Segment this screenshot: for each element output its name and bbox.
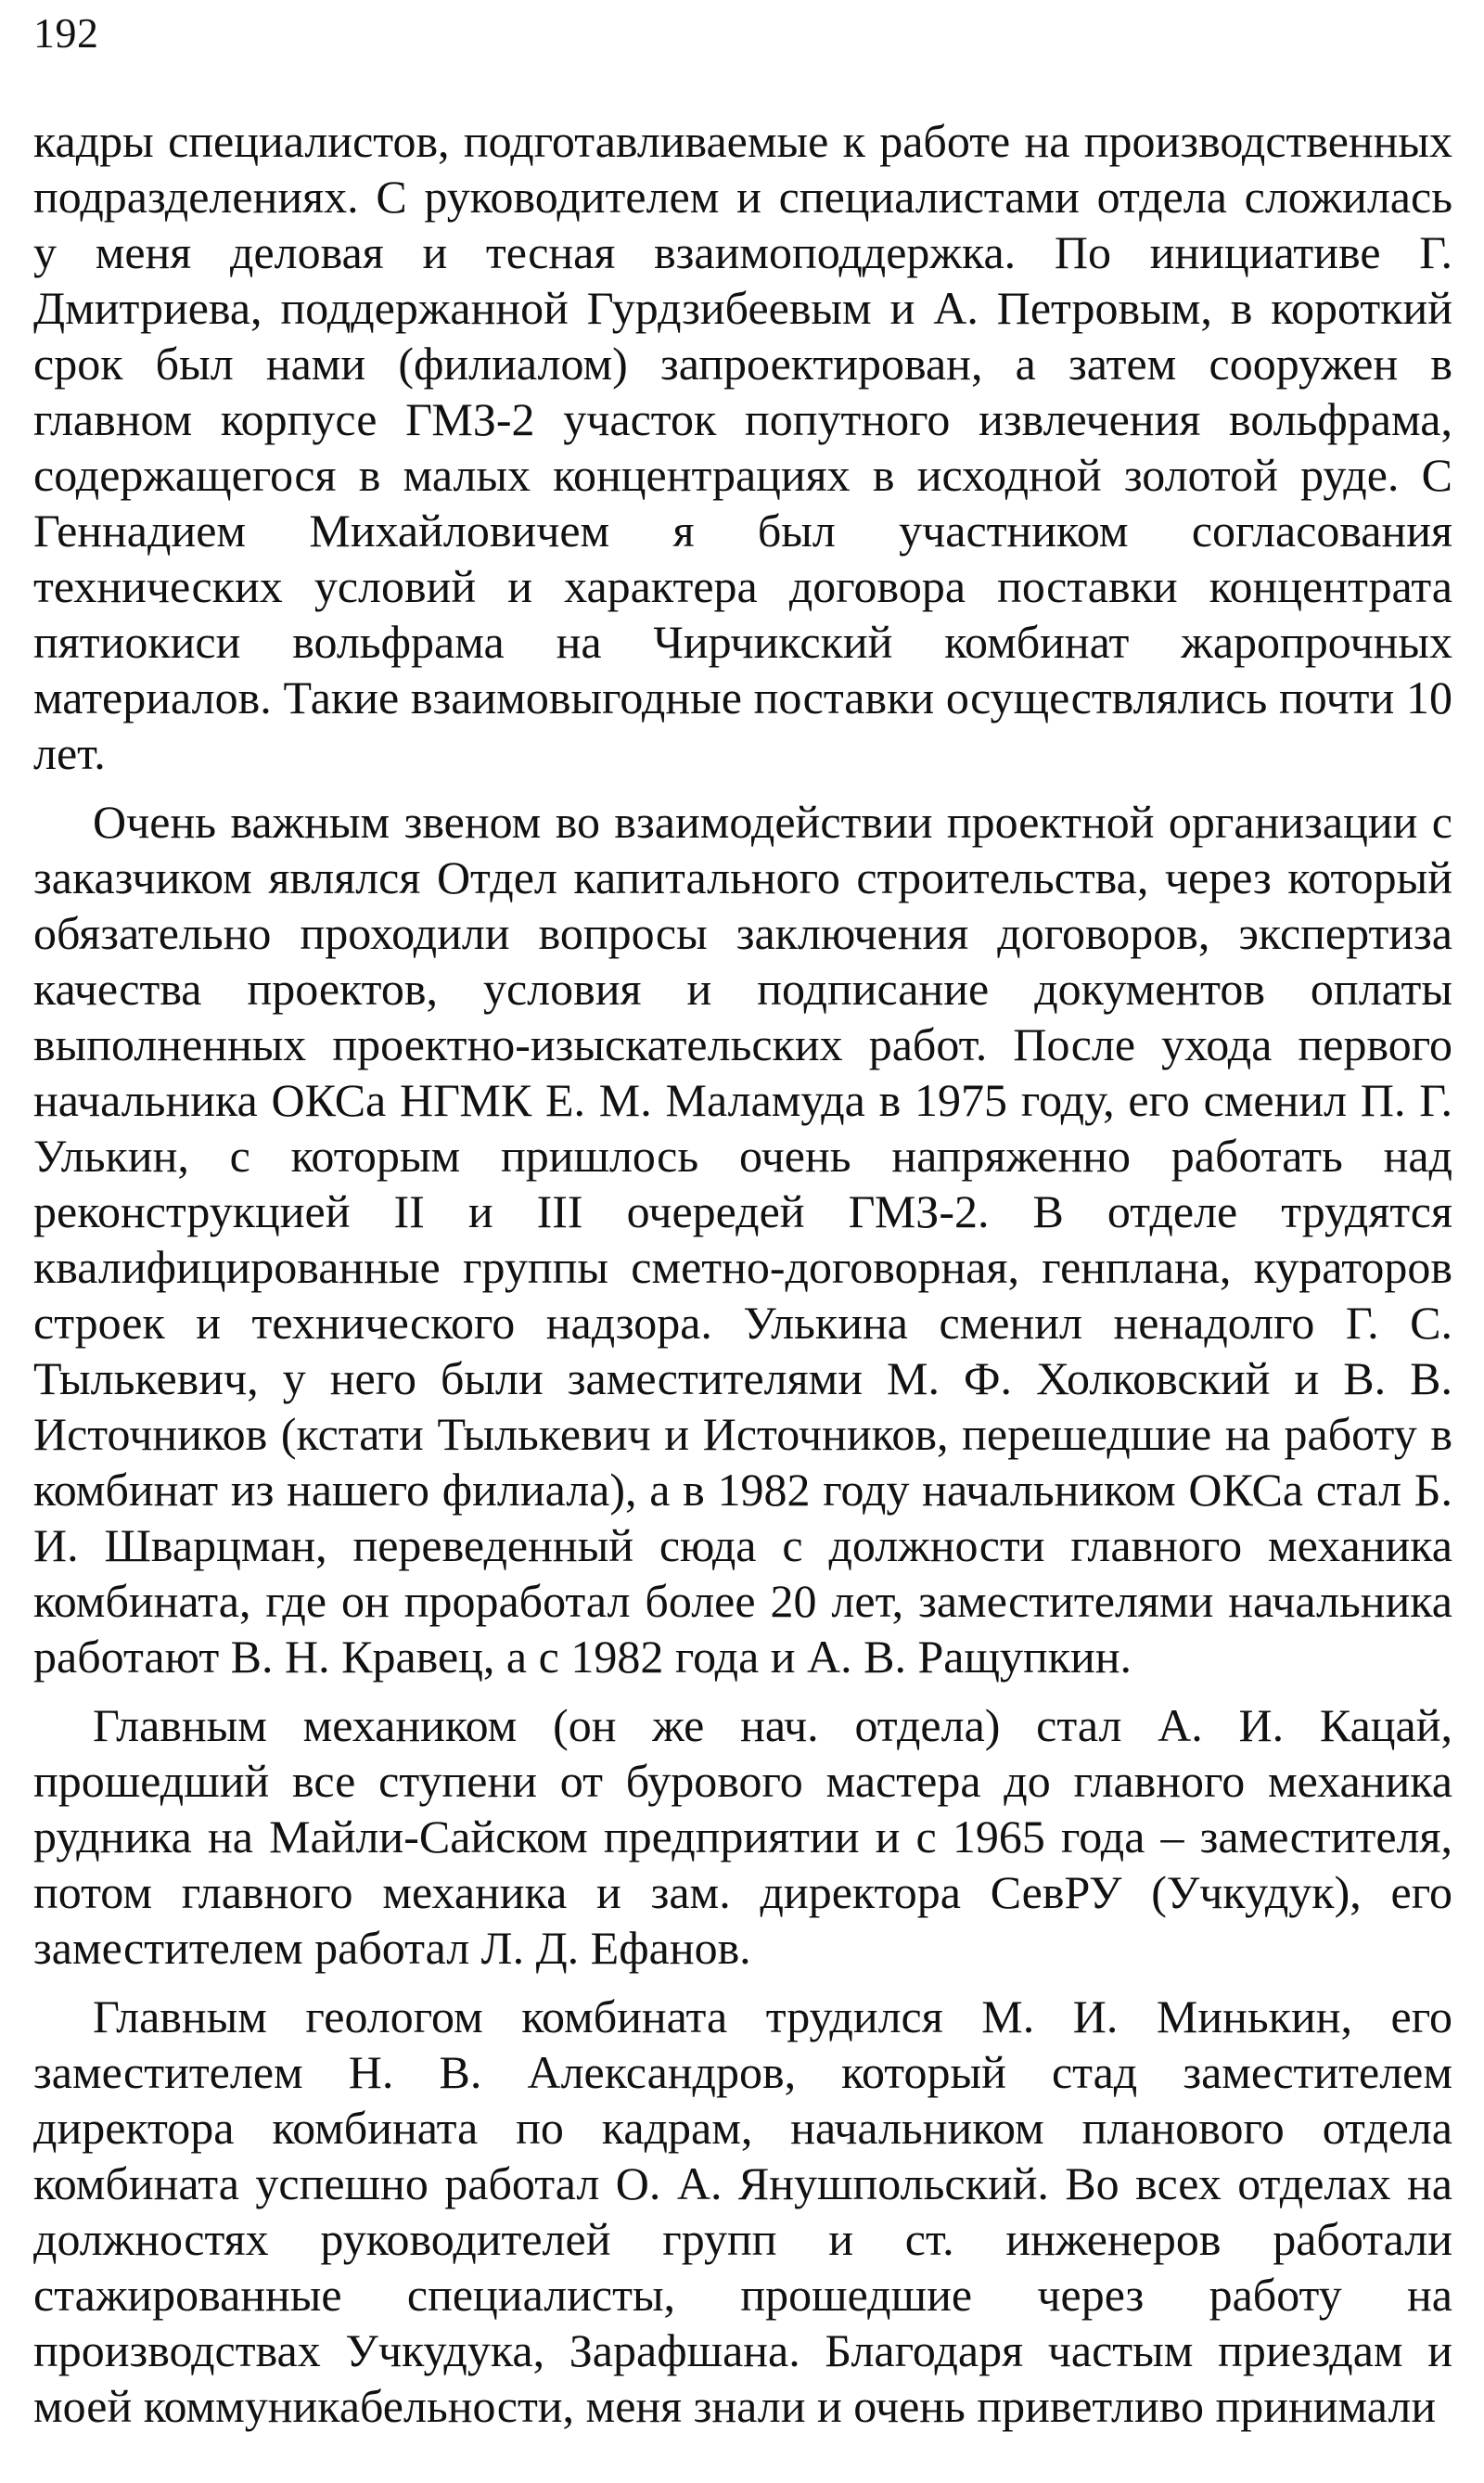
- paragraph: Главным геологом комбината трудился М. И. Минькин, его заместителем Н. В. Александров, который стад заместителем директора комбината по кадрам, начальником планового отдела комбината успешно работал О. А. Янушпольский. Во всех отделах на должностях руководителей групп и ст. инженеров работали стажированные специалисты, прошедшие через работу на производствах Учкудука, Зарафшана. Благодаря частым приездам и моей коммуникабельности, меня знали и очень приветливо принимали: [33, 1990, 1452, 2432]
- body-text: [33, 113, 1452, 2434]
- paragraph: Главным механиком (он же нач. отдела) стал А. И. Кацай, прошедший все ступени от бурового мастера до главного механика рудника на Майли-Сайском предприятии и с 1965 года – заместителя, потом главного механика и зам. директора СевРУ (Учкудук), его заместителем работал Л. Д. Ефанов.: [33, 1699, 1452, 1974]
- paragraph: Очень важным звеном во взаимодействии проектной организации с заказчиком являлся Отдел капитального строительства, через который обязательно проходили вопросы заключения договоров, экспертиза качества проектов, условия и подписание документов оплаты выполненных проектно-изыскательских работ. После ухода первого начальника ОКСа НГМК Е. М. Маламуда в 1975 году, его сменил П. Г. Улькин, с которым пришлось очень напряженно работать над реконструкцией II и III очередей ГМЗ-2. В отделе трудятся квалифицированные группы сметно-договорная, генплана, кураторов строек и технического надзора. Улькина сменил ненадолго Г. С. Тылькевич, у него были заместителями М. Ф. Холковский и В. В. Источников (кстати Тылькевич и Источников, перешедшие на работу в комбинат из нашего филиала), а в 1982 году начальником ОКСа стал Б. И. Шварцман, переведенный сюда с должности главного механика комбината, где он проработал более 20 лет, заместителями начальника работают В. Н. Кравец, а с 1982 года и А. В. Ращупкин.: [33, 796, 1452, 1683]
- paragraph: кадры специалистов, подготавливаемые к работе на производственных подразделениях. С руководителем и специалистами отдела сложилась у меня деловая и тесная взаимоподдержка. По инициативе Г. Дмитриева, поддержанной Гурдзибеевым и А. Петровым, в короткий срок был нами (филиалом) запроектирован, а затем сооружен в главном корпусе ГМЗ-2 участок попутного извлечения вольфрама, содержащегося в малых концентрациях в исходной золотой руде. С Геннадием Михайловичем я был участником согласования технических условий и характера договора поставки концентрата пятиокиси вольфрама на Чирчикский комбинат жаропрочных материалов. Такие взаимовыгодные поставки осуществлялись почти 10 лет.: [33, 115, 1452, 779]
- page-number: 192: [33, 9, 99, 57]
